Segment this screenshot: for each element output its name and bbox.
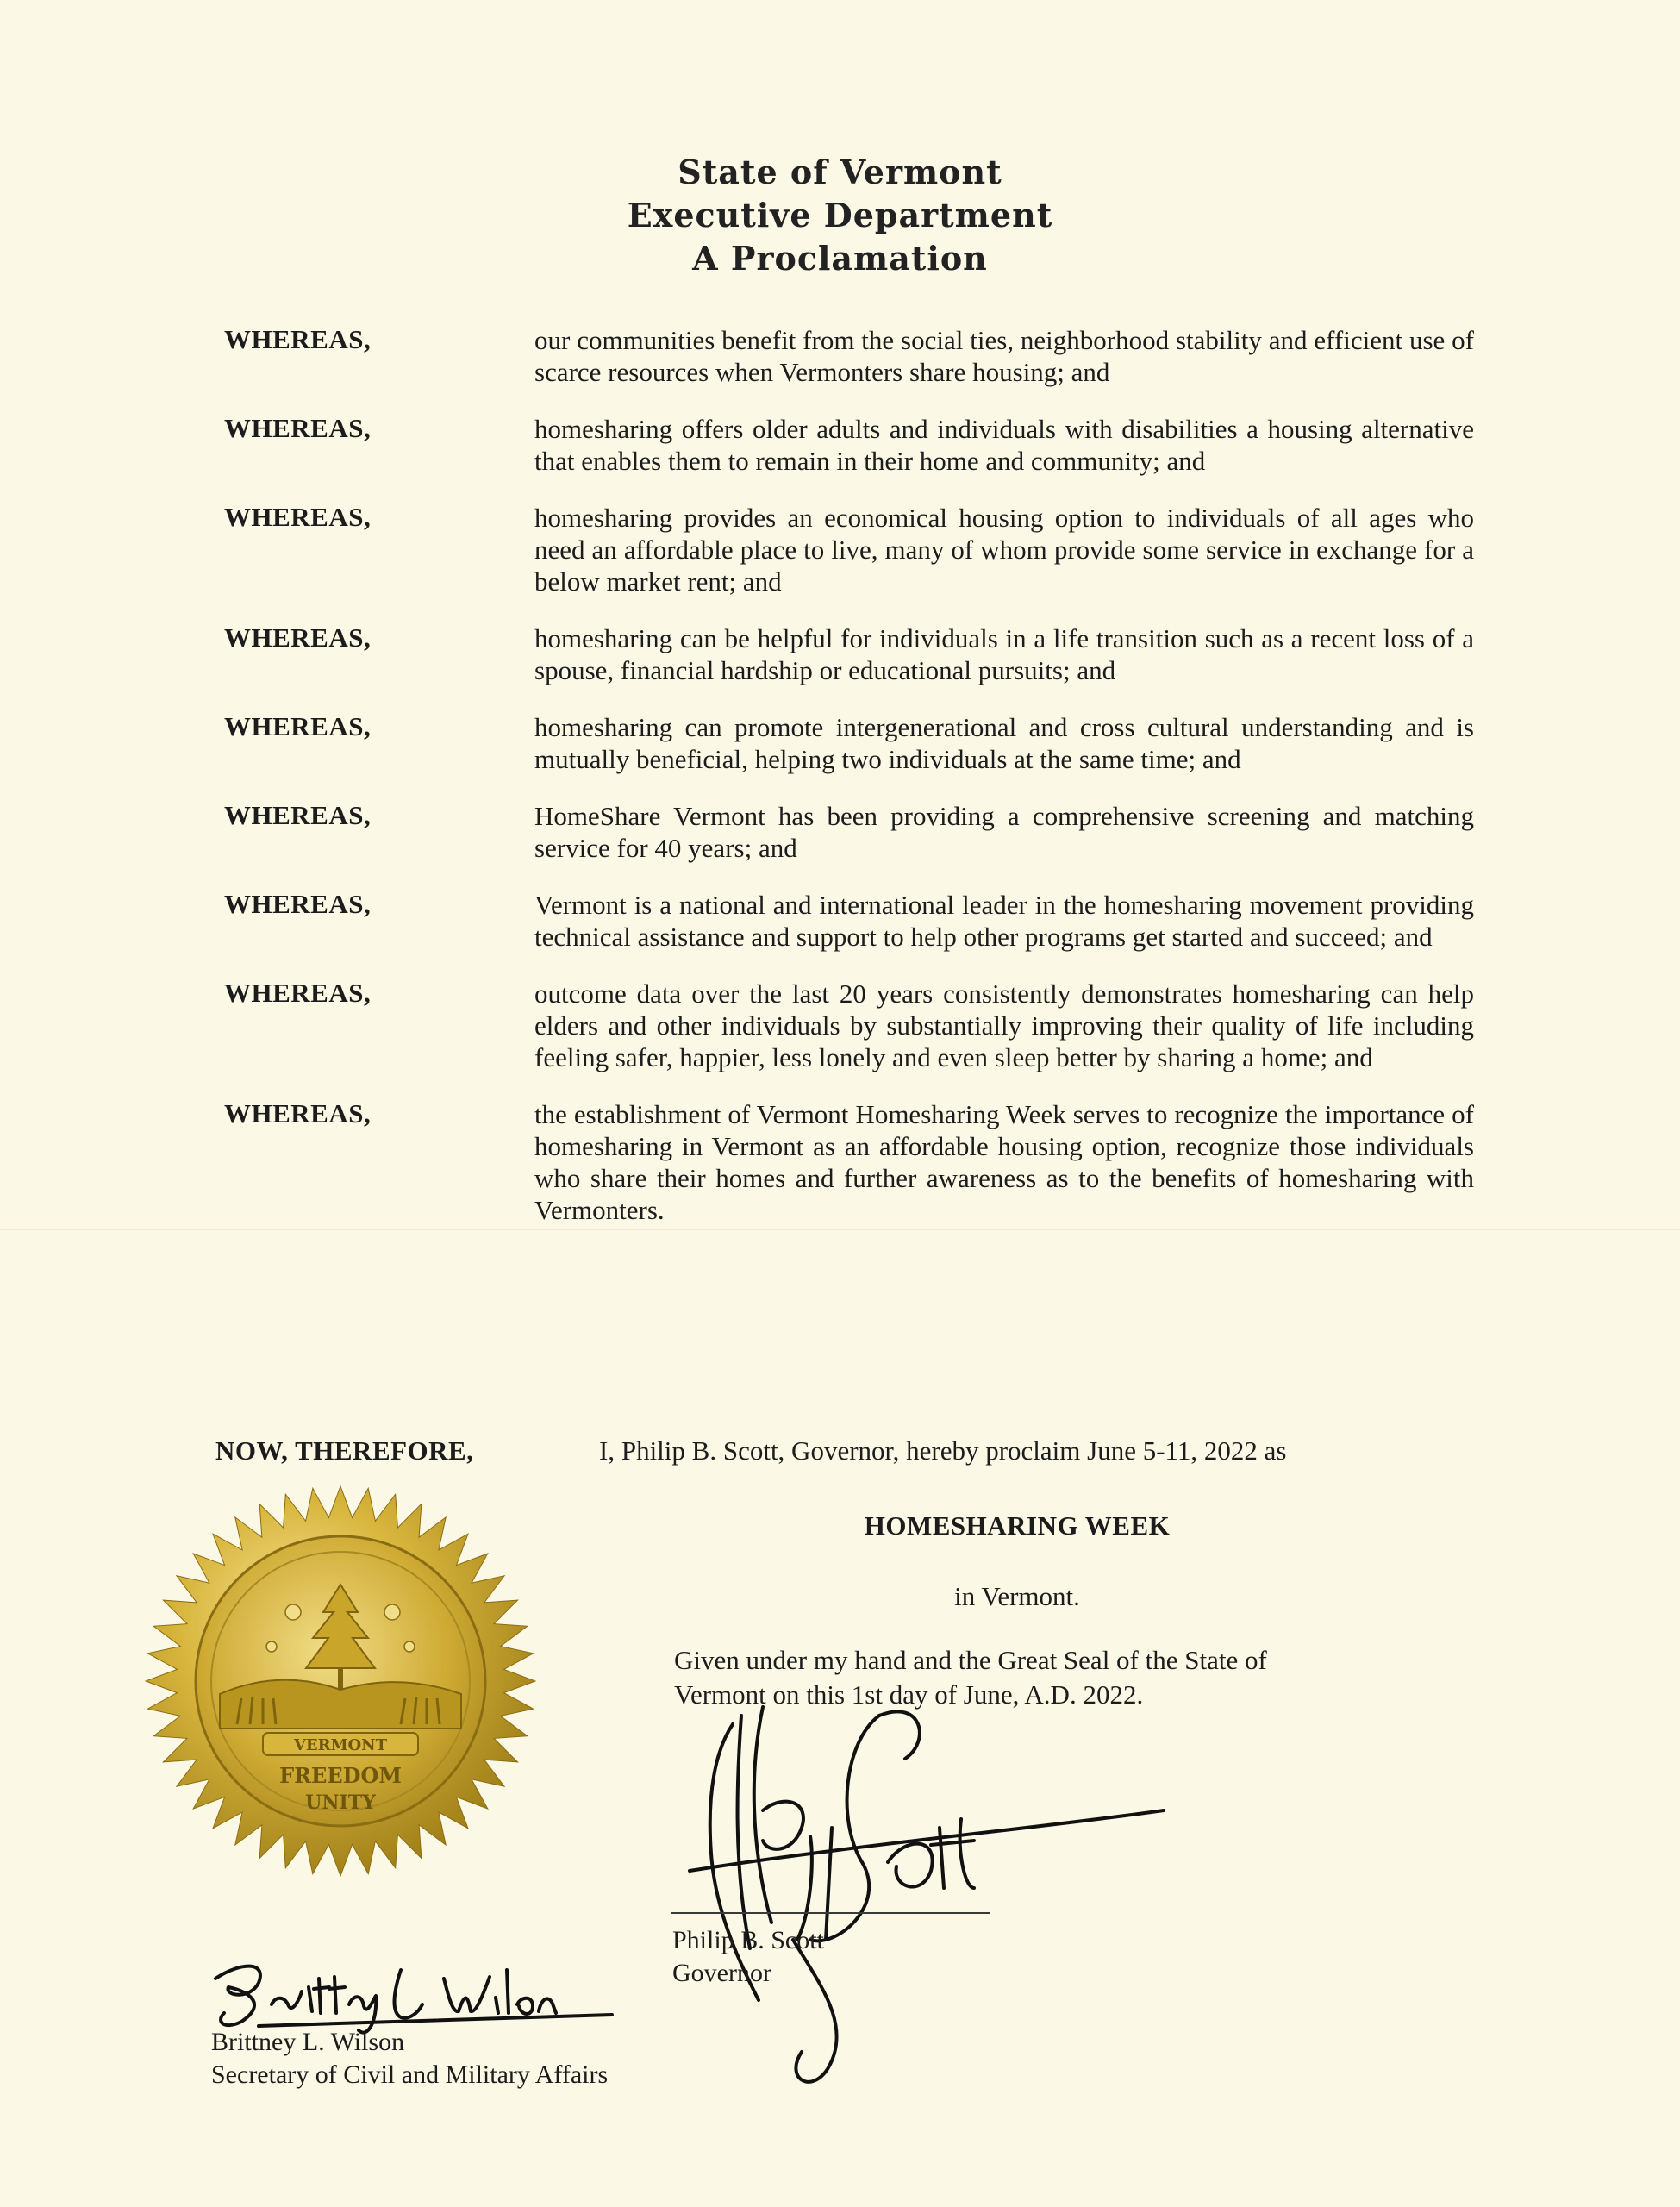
governor-title: Governor [672, 1959, 771, 1987]
seal-motto-unity: UNITY [305, 1791, 376, 1814]
whereas-label: WHEREAS, [224, 711, 372, 741]
secretary-signature [207, 1944, 621, 2039]
whereas-text: homesharing offers older adults and individuals with disabilities a housing alternative that enables them to remain in their home and community; and [534, 414, 1474, 476]
secretary-name: Brittney L. Wilson [211, 2028, 405, 2056]
seal-band-text: VERMONT [293, 1736, 388, 1754]
secretary-title: Secretary of Civil and Military Affairs [211, 2060, 609, 2089]
governor-signature [681, 1690, 1198, 2095]
in-state-text: in Vermont. [954, 1581, 1080, 1611]
whereas-clause [215, 622, 1474, 686]
governor-signature-line [671, 1912, 990, 1914]
whereas-clauses [215, 324, 1474, 1251]
whereas-text: our communities benefit from the social ties, neighborhood stability and efficient use of scarce resources when Vermonters share housing; and [534, 325, 1474, 387]
therefore-text: I, Philip B. Scott, Governor, hereby proclaim June 5-11, 2022 as [599, 1435, 1287, 1466]
whereas-clause [215, 978, 1474, 1073]
whereas-text: the establishment of Vermont Homesharing Week serves to recognize the importance of homesharing in Vermont as an affordable housing option, recognize those individuals who share their homes and further awareness as to the benefits of homesharing with Vermonters. [534, 1099, 1474, 1225]
whereas-label: WHEREAS, [224, 978, 372, 1008]
whereas-label: WHEREAS, [224, 1098, 372, 1129]
whereas-text: homesharing can be helpful for individuals in a life transition such as a recent loss of a spouse, financial hardship or educational pursuits; and [534, 623, 1474, 685]
whereas-clause [215, 889, 1474, 953]
whereas-label: WHEREAS, [224, 502, 372, 532]
header-proclamation: A Proclamation [692, 239, 988, 278]
whereas-clause [215, 413, 1474, 477]
given-line-1: Given under my hand and the Great Seal of the State of [674, 1645, 1267, 1675]
whereas-label: WHEREAS, [224, 324, 372, 354]
whereas-clause [215, 1098, 1474, 1226]
whereas-label: WHEREAS, [224, 622, 372, 653]
whereas-text: homesharing can promote intergenerational and cross cultural understanding and is mutually beneficial, helping two individuals at the same time; and [534, 712, 1474, 774]
whereas-label: WHEREAS, [224, 889, 372, 919]
given-line-2: Vermont on this 1st day of June, A.D. 2022. [674, 1679, 1144, 1710]
whereas-text: outcome data over the last 20 years consistently demonstrates homesharing can help elders and other individuals by substantially improving their quality of life including feeling safer, happier, less lonely and even sleep better by sharing a home; and [534, 978, 1474, 1072]
proclamation-header [0, 151, 1680, 280]
whereas-clause [215, 711, 1474, 775]
whereas-clause [215, 502, 1474, 597]
week-title: HOMESHARING WEEK [864, 1510, 1171, 1541]
governor-block [672, 1924, 824, 1990]
header-department: Executive Department [627, 196, 1053, 234]
whereas-label: WHEREAS, [224, 413, 372, 443]
great-seal-of-vermont [142, 1483, 539, 1879]
whereas-text: HomeShare Vermont has been providing a comprehensive screening and matching service for 40 years; and [534, 801, 1474, 863]
seal-motto-freedom: FREEDOM [279, 1763, 402, 1788]
whereas-text: homesharing provides an economical housing option to individuals of all ages who need an affordable place to live, many of whom provide some service in exchange for a below market rent; and [534, 503, 1474, 597]
whereas-clause [215, 324, 1474, 388]
whereas-text: Vermont is a national and international leader in the homesharing movement providing technical assistance and support to help other programs get started and succeed; and [534, 890, 1474, 952]
whereas-clause [215, 800, 1474, 864]
secretary-block [211, 2026, 608, 2091]
header-state: State of Vermont [678, 153, 1002, 191]
governor-name: Philip B. Scott [672, 1926, 824, 1954]
therefore-label: NOW, THEREFORE, [215, 1435, 474, 1466]
whereas-label: WHEREAS, [224, 800, 372, 830]
